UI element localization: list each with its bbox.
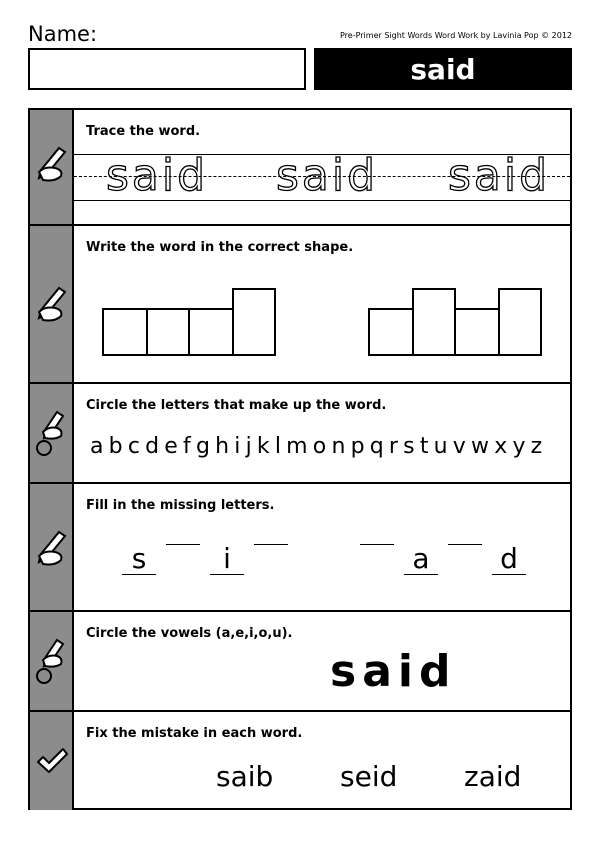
mistake-section [30, 712, 570, 810]
alphabet-row[interactable]: abcdefghijklmonpqrstuvwxyz [90, 434, 548, 459]
vowel-word[interactable]: said [330, 646, 457, 697]
letter-box[interactable] [454, 308, 500, 356]
letter-box[interactable] [368, 308, 414, 356]
mistake-word[interactable]: zaid [464, 760, 522, 793]
trace-word[interactable]: said [106, 150, 209, 201]
letter-box[interactable] [232, 288, 276, 356]
letter-blank[interactable]: a [404, 544, 438, 575]
letter-box[interactable] [188, 308, 234, 356]
name-label: Name: [28, 22, 98, 46]
circle-letters-section [30, 384, 570, 484]
letter-box[interactable] [102, 308, 148, 356]
pencil-hand-icon [35, 282, 69, 326]
letter-blank[interactable] [254, 544, 288, 545]
worksheet [28, 108, 572, 810]
trace-word[interactable]: said [276, 150, 379, 201]
credit-text: Pre-Primer Sight Words Word Work by Lavinia Pop © 2012 [339, 31, 572, 40]
checkmark-icon [35, 742, 69, 778]
name-field[interactable] [28, 48, 306, 90]
shape-section [30, 226, 570, 384]
letter-box[interactable] [412, 288, 456, 356]
letter-blank[interactable] [448, 544, 482, 545]
mistake-word[interactable]: saib [216, 760, 274, 793]
letter-blank[interactable] [166, 544, 200, 545]
circle-letters-instruction: Circle the letters that make up the word. [86, 398, 387, 413]
trace-instruction: Trace the word. [86, 124, 201, 139]
letter-blank[interactable]: s [122, 544, 156, 575]
sight-word-banner: said [314, 48, 572, 90]
pencil-circle-icon [35, 408, 69, 458]
letter-blank[interactable]: i [210, 544, 244, 575]
vowels-instruction: Circle the vowels (a,e,i,o,u). [86, 626, 293, 641]
letter-blank[interactable] [360, 544, 394, 545]
pencil-hand-icon [35, 142, 69, 186]
letter-box[interactable] [498, 288, 542, 356]
shape-instruction: Write the word in the correct shape. [86, 240, 354, 255]
letter-box[interactable] [146, 308, 190, 356]
trace-section [30, 110, 570, 226]
letter-blank[interactable]: d [492, 544, 526, 575]
vowels-section [30, 612, 570, 712]
pencil-hand-icon [35, 526, 69, 570]
mistake-word[interactable]: seid [340, 760, 398, 793]
trace-word[interactable]: said [448, 150, 551, 201]
missing-instruction: Fill in the missing letters. [86, 498, 275, 513]
mistake-instruction: Fix the mistake in each word. [86, 726, 303, 741]
pencil-circle-icon [35, 636, 69, 686]
missing-letters-section [30, 484, 570, 612]
